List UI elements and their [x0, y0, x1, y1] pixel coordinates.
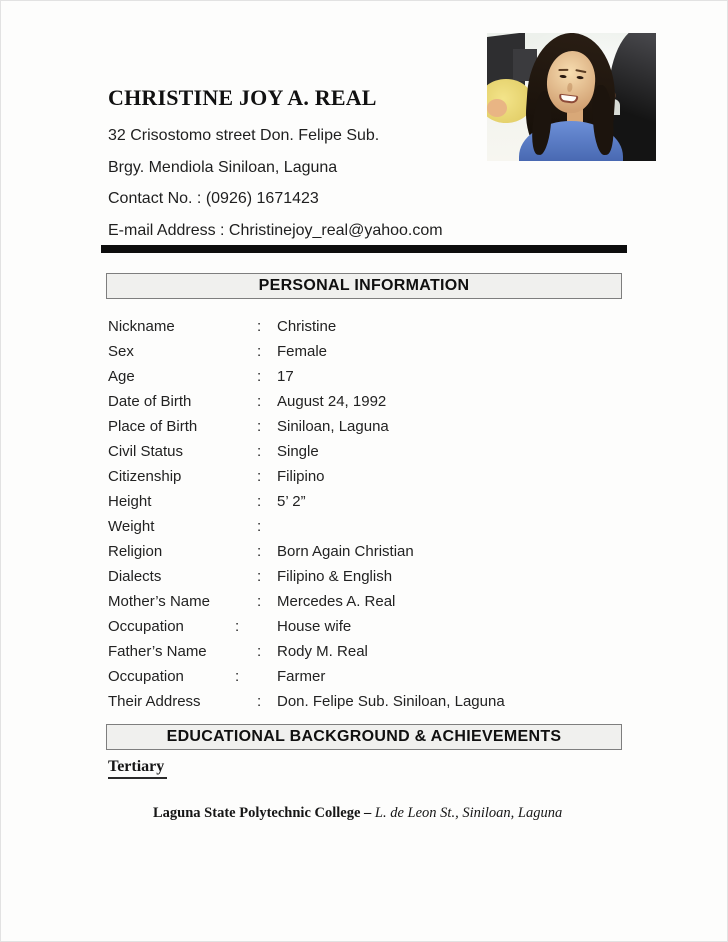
- header-divider: [101, 245, 627, 253]
- field-colon: :: [235, 668, 240, 685]
- field-row: [108, 540, 623, 565]
- contact-block: [108, 120, 443, 246]
- field-row: [108, 440, 623, 465]
- field-label: Mother’s Name: [108, 593, 210, 610]
- field-colon: :: [257, 393, 262, 410]
- field-row: [108, 490, 623, 515]
- field-label: Their Address: [108, 693, 201, 710]
- field-label: Height: [108, 493, 152, 510]
- address-line-1: 32 Crisostomo street Don. Felipe Sub.: [108, 127, 380, 144]
- field-colon: :: [257, 343, 262, 360]
- field-label: Age: [108, 368, 135, 385]
- field-colon: :: [257, 368, 262, 385]
- field-colon: :: [257, 318, 262, 335]
- section-header-educational-background: [106, 724, 622, 750]
- field-colon: :: [257, 643, 262, 660]
- field-row: [108, 665, 623, 690]
- field-label: Religion: [108, 543, 163, 560]
- education-level-heading: Tertiary: [108, 758, 167, 779]
- field-colon: :: [257, 568, 262, 585]
- field-value: Christine: [277, 318, 337, 335]
- field-row: [108, 690, 623, 715]
- field-value: Mercedes A. Real: [277, 593, 396, 610]
- field-row: [108, 390, 623, 415]
- email-address: E-mail Address : Christinejoy_real@yahoo.com: [108, 221, 443, 239]
- education-entry: [153, 805, 562, 822]
- field-value: Don. Felipe Sub. Siniloan, Laguna: [277, 693, 505, 710]
- field-value: Siniloan, Laguna: [277, 418, 389, 435]
- field-label: Citizenship: [108, 468, 182, 485]
- field-row: [108, 365, 623, 390]
- field-value: August 24, 1992: [277, 393, 387, 410]
- field-label: Date of Birth: [108, 393, 192, 410]
- field-label: Occupation: [108, 618, 184, 635]
- field-label: Occupation: [108, 668, 184, 685]
- field-row: [108, 315, 623, 340]
- photo-face-eye: [576, 76, 583, 80]
- photo-face-nose: [567, 83, 573, 93]
- photo-face-smile: [559, 94, 579, 104]
- portrait-photo: [487, 33, 656, 161]
- field-row: [108, 640, 623, 665]
- section-title: EDUCATIONAL BACKGROUND & ACHIEVEMENTS: [166, 728, 562, 745]
- field-value: Single: [277, 443, 319, 460]
- field-colon: :: [257, 593, 262, 610]
- field-value: Female: [277, 343, 328, 360]
- field-colon: :: [257, 418, 262, 435]
- field-colon: :: [257, 518, 262, 535]
- section-header-personal-information: [106, 273, 622, 299]
- field-label: Nickname: [108, 318, 175, 335]
- photo-face-brow: [575, 69, 586, 73]
- field-label: Dialects: [108, 568, 162, 585]
- section-title: PERSONAL INFORMATION: [258, 277, 470, 294]
- field-label: Father’s Name: [108, 643, 207, 660]
- field-label: Civil Status: [108, 443, 184, 460]
- field-row: [108, 565, 623, 590]
- photo-background-hand-shape: [487, 99, 507, 117]
- field-value: Filipino: [277, 468, 325, 485]
- school-name: Laguna State Polytechnic College –: [153, 805, 372, 821]
- field-colon: :: [257, 693, 262, 710]
- field-colon: :: [235, 618, 240, 635]
- field-row: [108, 415, 623, 440]
- photo-face-brow: [558, 69, 568, 71]
- address-line-2: Brgy. Mendiola Siniloan, Laguna: [108, 158, 338, 176]
- contact-number: Contact No. : (0926) 1671423: [108, 190, 319, 207]
- field-value: Rody M. Real: [277, 643, 368, 660]
- field-row: [108, 515, 623, 540]
- page-title: CHRISTINE JOY A. REAL: [108, 85, 377, 110]
- field-colon: :: [257, 493, 262, 510]
- field-colon: :: [257, 543, 262, 560]
- field-value: Farmer: [277, 668, 326, 685]
- field-label: Sex: [108, 343, 134, 360]
- field-row: [108, 615, 623, 640]
- field-value: Filipino & English: [277, 568, 393, 585]
- field-label: Weight: [108, 518, 155, 535]
- school-address: L. de Leon St., Siniloan, Laguna: [374, 805, 563, 821]
- field-row: [108, 465, 623, 490]
- personal-fields: [108, 315, 623, 715]
- field-colon: :: [257, 443, 262, 460]
- field-row: [108, 590, 623, 615]
- field-colon: :: [257, 468, 262, 485]
- field-value: Born Again Christian: [277, 543, 414, 560]
- field-value: 17: [277, 368, 294, 385]
- field-row: [108, 340, 623, 365]
- field-value: 5’ 2”: [277, 493, 306, 510]
- field-value: House wife: [277, 618, 352, 635]
- field-label: Place of Birth: [108, 418, 198, 435]
- photo-face-eye: [559, 75, 566, 79]
